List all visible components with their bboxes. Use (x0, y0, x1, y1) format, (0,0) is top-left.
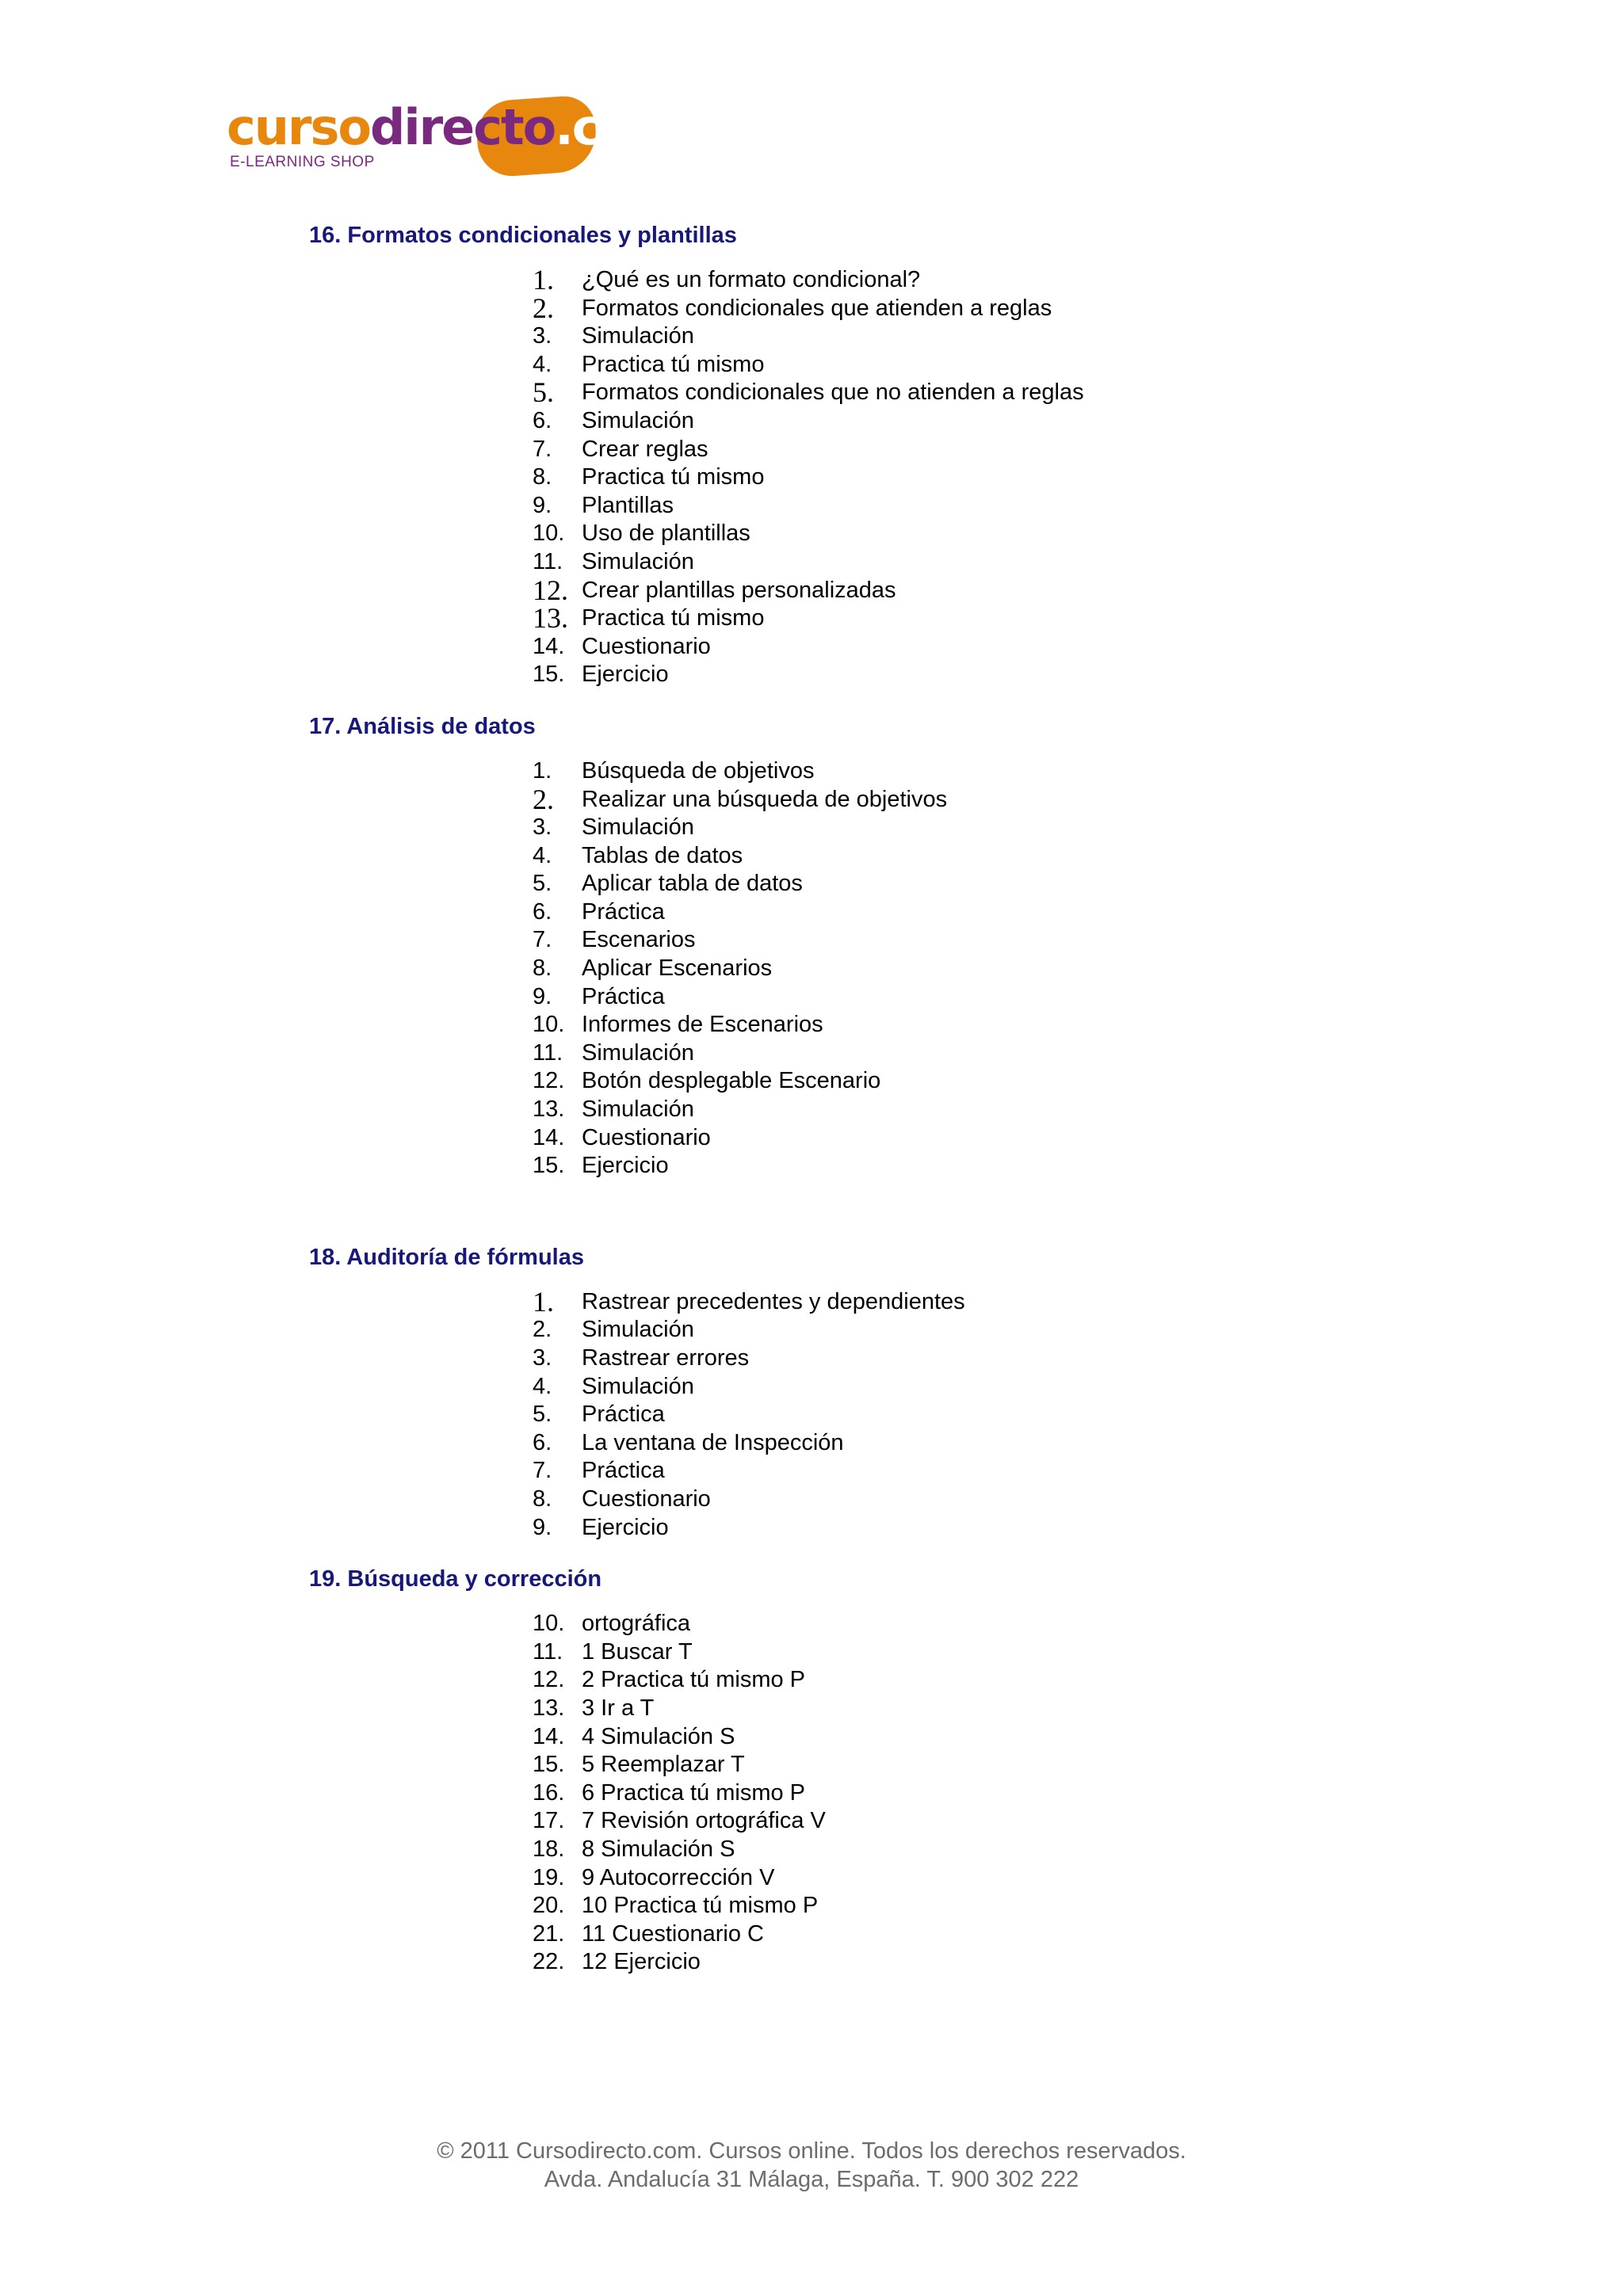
list-item (533, 1638, 1419, 1667)
list-item-number: 6. (533, 407, 552, 433)
section-title: 16. Formatos condicionales y plantillas (309, 223, 737, 248)
page-footer (0, 2137, 1623, 2194)
list-item-label: Simulación (582, 1373, 694, 1399)
list-item (533, 351, 1419, 379)
list-item-label: Práctica (582, 1402, 665, 1428)
list-item-label: Informes de Escenarios (582, 1012, 823, 1038)
list-item (533, 436, 1419, 464)
list-item-label: 1 Buscar T (582, 1638, 693, 1665)
list-item (533, 548, 1419, 577)
list-item (533, 266, 1419, 295)
list-item (533, 602, 1419, 635)
list-item (533, 1751, 1419, 1779)
list-item (533, 1152, 1419, 1180)
list-item (533, 1373, 1419, 1402)
list-item (533, 463, 1419, 492)
list-item (533, 983, 1419, 1012)
list-item-number: 13. (533, 602, 568, 635)
list-item-label: Plantillas (582, 492, 674, 518)
list-item-label: 8 Simulación S (582, 1836, 735, 1862)
list-item-number: 10. (533, 521, 565, 547)
list-item-number: 14. (533, 1723, 565, 1749)
list-item-number: 5. (533, 871, 552, 897)
list-item-number: 14. (533, 1124, 565, 1150)
list-item-label: 3 Ir a T (582, 1695, 655, 1721)
list-item-number: 4. (533, 351, 552, 377)
list-item (533, 1486, 1419, 1514)
list-item-number: 22. (533, 1949, 565, 1975)
brand-logo (227, 95, 682, 182)
list-item (533, 661, 1419, 689)
list-item-label: Práctica (582, 1458, 665, 1484)
section-title: 18. Auditoría de fórmulas (309, 1244, 584, 1270)
list-item (533, 1610, 1419, 1638)
list-item-label: Ejercicio (582, 1514, 669, 1540)
list-item (533, 574, 1419, 606)
list-item-number: 12. (533, 1068, 565, 1094)
list-item-label: Aplicar Escenarios (582, 955, 773, 982)
list-item-number: 12. (533, 1667, 565, 1693)
list-item-label: 10 Practica tú mismo P (582, 1893, 819, 1919)
list-item-label: Aplicar tabla de datos (582, 871, 803, 897)
logo-part-com: .com (555, 98, 682, 156)
list-item-number: 13. (533, 1695, 565, 1721)
list-item-label: 5 Reemplazar T (582, 1752, 745, 1778)
list-item (533, 955, 1419, 983)
list-item-label: 9 Autocorrección V (582, 1864, 775, 1890)
logo-part-directo: directo (369, 98, 556, 156)
list-item-label: Practica tú mismo (582, 605, 765, 631)
footer-copyright: © 2011 Cursodirecto.com. Cursos online. Todos los derechos reservados. (437, 2138, 1186, 2164)
list-item-number: 15. (533, 1153, 565, 1179)
list-item-number: 10. (533, 1012, 565, 1038)
list-item-label: Simulación (582, 548, 694, 574)
list-item (533, 1096, 1419, 1124)
list-item-number: 2. (533, 1317, 552, 1343)
list-item (533, 1807, 1419, 1836)
course-syllabus (309, 215, 1419, 1977)
list-item (533, 783, 1419, 815)
list-item-number: 1. (533, 264, 554, 296)
list-item-number: 9. (533, 1514, 552, 1540)
footer-address: Avda. Andalucía 31 Málaga, España. T. 900 302 222 (544, 2167, 1079, 2192)
list-item-label: Tablas de datos (582, 842, 743, 868)
list-item-label: Ejercicio (582, 1153, 669, 1179)
list-item-number: 21. (533, 1920, 565, 1947)
list-item (533, 1429, 1419, 1458)
list-item-number: 9. (533, 492, 552, 518)
list-item-number: 11. (533, 1638, 563, 1665)
list-item-label: Simulación (582, 814, 694, 841)
list-item-label: Simulación (582, 1097, 694, 1123)
list-item-label: Cuestionario (582, 1124, 711, 1150)
list-item (533, 1892, 1419, 1920)
list-item (533, 1316, 1419, 1344)
logo-tagline: E-LEARNING SHOP (230, 154, 375, 170)
list-item-label: 2 Practica tú mismo P (582, 1667, 806, 1693)
list-item-number: 19. (533, 1864, 565, 1890)
list-item-label: Formatos condicionales que no atienden a reglas (582, 379, 1084, 406)
syllabus-section (309, 215, 1419, 689)
list-item-number: 12. (533, 574, 568, 606)
list-item-number: 11. (533, 1039, 563, 1066)
list-item-number: 7. (533, 1458, 552, 1484)
section-title: 19. Búsqueda y corrección (309, 1566, 602, 1592)
list-item (533, 1457, 1419, 1486)
lesson-list (309, 757, 1419, 1180)
list-item (533, 1011, 1419, 1039)
list-item-label: Crear plantillas personalizadas (582, 577, 896, 603)
list-item-number: 16. (533, 1779, 565, 1806)
syllabus-section (309, 1559, 1419, 1977)
list-item-number: 3. (533, 814, 552, 841)
list-item-number: 3. (533, 323, 552, 349)
list-item (533, 1401, 1419, 1429)
list-item-number: 4. (533, 842, 552, 868)
list-item-label: Formatos condicionales que atienden a reglas (582, 295, 1052, 321)
list-item-label: La ventana de Inspección (582, 1429, 844, 1455)
list-item-number: 10. (533, 1611, 565, 1637)
list-item-number: 8. (533, 1486, 552, 1512)
syllabus-section (309, 1238, 1419, 1542)
list-item-label: Ejercicio (582, 662, 669, 688)
list-item-label: Realizar una búsqueda de objetivos (582, 786, 948, 812)
list-item-number: 8. (533, 955, 552, 982)
list-item-label: Botón desplegable Escenario (582, 1068, 881, 1094)
list-item (533, 407, 1419, 436)
list-item (533, 1039, 1419, 1068)
list-item-label: 12 Ejercicio (582, 1949, 701, 1975)
list-item-number: 15. (533, 1752, 565, 1778)
list-item-label: Crear reglas (582, 436, 708, 462)
list-item-number: 3. (533, 1345, 552, 1371)
lesson-list (309, 266, 1419, 689)
list-item-number: 20. (533, 1893, 565, 1919)
list-item (533, 1067, 1419, 1096)
list-item-label: ortográfica (582, 1611, 691, 1637)
list-item (533, 1864, 1419, 1893)
list-item-label: Búsqueda de objetivos (582, 757, 815, 784)
lesson-list (309, 1610, 1419, 1977)
syllabus-section (309, 707, 1419, 1180)
list-item (533, 1666, 1419, 1695)
list-item-number: 1. (533, 757, 552, 784)
list-item-label: Cuestionario (582, 1486, 711, 1512)
list-item-label: Simulación (582, 323, 694, 349)
list-item-number: 6. (533, 898, 552, 925)
list-item-label: Simulación (582, 1317, 694, 1343)
list-item-number: 7. (533, 927, 552, 953)
list-item-label: Escenarios (582, 927, 696, 953)
list-item-label: Práctica (582, 983, 665, 1009)
list-item-label: Cuestionario (582, 633, 711, 659)
list-item-label: 11 Cuestionario C (582, 1920, 764, 1947)
list-item (533, 1948, 1419, 1977)
list-item (533, 492, 1419, 521)
list-item (533, 633, 1419, 662)
list-item (533, 292, 1419, 324)
list-item (533, 520, 1419, 548)
logo-wordmark (227, 98, 682, 156)
list-item-number: 8. (533, 464, 552, 490)
list-item-label: Uso de plantillas (582, 521, 750, 547)
list-item-number: 5. (533, 376, 554, 409)
list-item-number: 2. (533, 292, 554, 324)
list-item (533, 1285, 1419, 1318)
section-title: 17. Análisis de datos (309, 713, 536, 739)
list-item (533, 1920, 1419, 1949)
list-item-label: Practica tú mismo (582, 464, 765, 490)
list-item (533, 1723, 1419, 1752)
list-item (533, 814, 1419, 842)
list-item-label: Rastrear errores (582, 1345, 750, 1371)
list-item-label: 7 Revisión ortográfica V (582, 1808, 826, 1834)
list-item (533, 322, 1419, 351)
list-item (533, 926, 1419, 955)
list-item (533, 757, 1419, 786)
lesson-list (309, 1285, 1419, 1542)
logo-part-curso: curso (227, 98, 370, 156)
list-item (533, 376, 1419, 409)
list-item-number: 2. (533, 783, 554, 815)
list-item-number: 14. (533, 633, 565, 659)
list-item (533, 1344, 1419, 1373)
list-item (533, 870, 1419, 898)
list-item-number: 6. (533, 1429, 552, 1455)
list-item-number: 18. (533, 1836, 565, 1862)
list-item-label: 6 Practica tú mismo P (582, 1779, 806, 1806)
list-item-label: Simulación (582, 407, 694, 433)
list-item (533, 1514, 1419, 1543)
list-item (533, 1836, 1419, 1864)
list-item-label: Práctica (582, 898, 665, 925)
list-item-label: Practica tú mismo (582, 351, 765, 377)
list-item-label: Simulación (582, 1039, 694, 1066)
list-item-number: 7. (533, 436, 552, 462)
list-item (533, 1779, 1419, 1808)
list-item-number: 13. (533, 1097, 565, 1123)
list-item-label: Rastrear precedentes y dependientes (582, 1288, 965, 1314)
list-item (533, 898, 1419, 927)
list-item-number: 5. (533, 1402, 552, 1428)
list-item-number: 17. (533, 1808, 565, 1834)
list-item-label: 4 Simulación S (582, 1723, 735, 1749)
list-item-number: 4. (533, 1373, 552, 1399)
list-item (533, 842, 1419, 871)
list-item-number: 15. (533, 662, 565, 688)
list-item-number: 9. (533, 983, 552, 1009)
list-item (533, 1695, 1419, 1723)
list-item-label: ¿Qué es un formato condicional? (582, 267, 921, 292)
list-item-number: 1. (533, 1285, 554, 1318)
list-item (533, 1124, 1419, 1153)
list-item-number: 11. (533, 548, 563, 574)
